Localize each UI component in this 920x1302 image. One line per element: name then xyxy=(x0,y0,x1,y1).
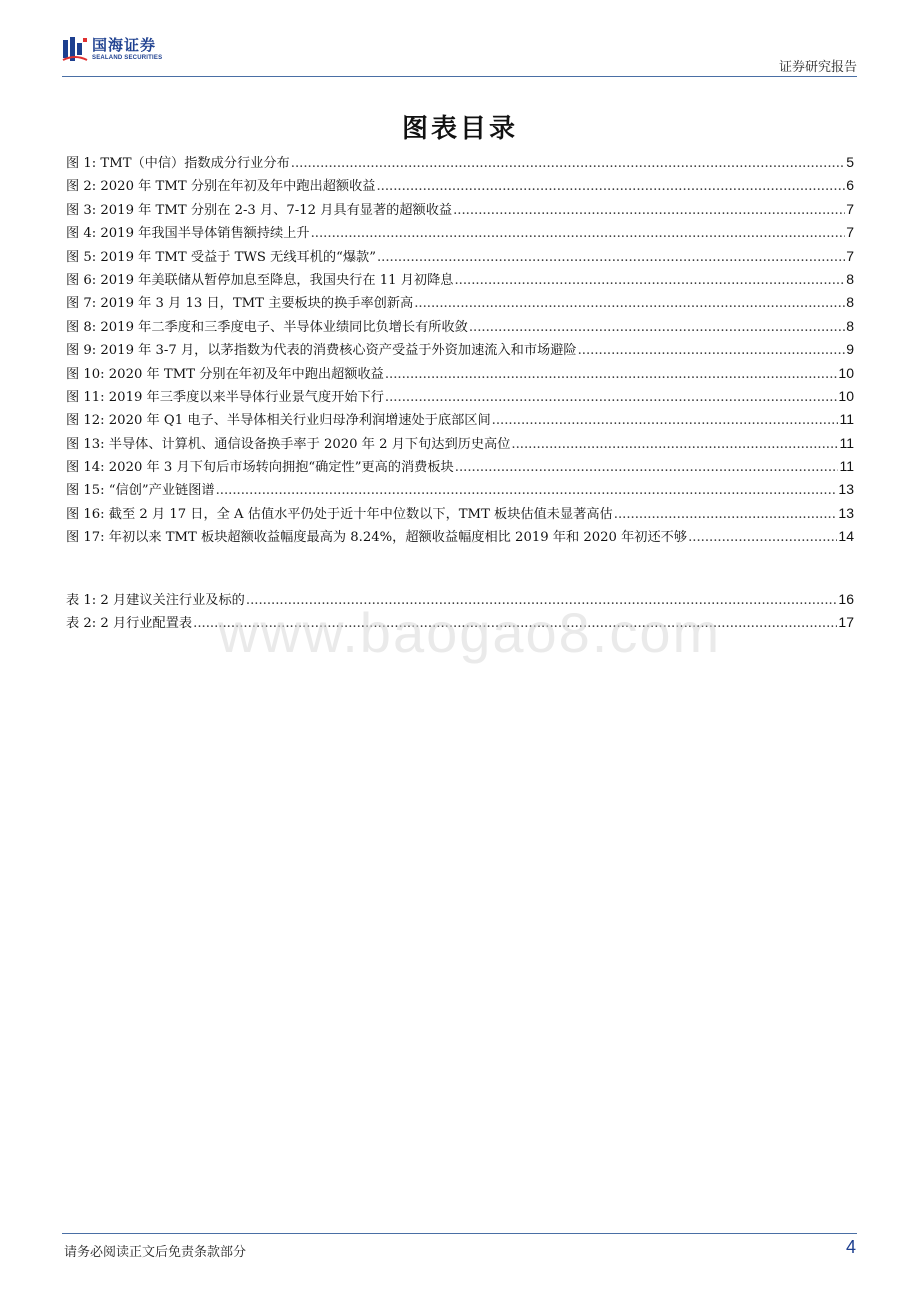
toc-entry-label: 图 15: “信创”产业链图谱 xyxy=(66,483,215,499)
toc-entry-label: 图 13: 半导体、计算机、通信设备换手率于 2020 年 2 月下旬达到历史高位 xyxy=(66,436,511,452)
toc-entry[interactable] xyxy=(66,433,854,456)
toc-entry[interactable] xyxy=(66,526,854,549)
toc-entry-page: 17 xyxy=(838,614,854,631)
toc-entry[interactable] xyxy=(66,222,854,245)
page-header xyxy=(62,36,857,76)
toc-entry-label: 图 17: 年初以来 TMT 板块超额收益幅度最高为 8.24%，超额收益幅度相比 2019 年和 2020 年初还不够 xyxy=(66,530,688,546)
leader-dots xyxy=(216,483,838,498)
toc-entry-label: 表 2: 2 月行业配置表 xyxy=(66,616,193,632)
header-divider xyxy=(62,76,857,77)
company-logo xyxy=(62,36,162,62)
leader-dots xyxy=(453,203,845,218)
toc-entry[interactable] xyxy=(66,456,854,479)
toc-entry-label: 图 4: 2019 年我国半导体销售额持续上升 xyxy=(66,226,310,242)
toc-entry-label: 图 5: 2019 年 TMT 受益于 TWS 无线耳机的“爆款” xyxy=(66,249,376,265)
toc-entry-label: 图 2: 2020 年 TMT 分别在年初及年中跑出超额收益 xyxy=(66,179,376,195)
leader-dots xyxy=(454,273,845,288)
toc-entry-page: 7 xyxy=(846,200,854,217)
toc-entry-label: 图 6: 2019 年美联储从暂停加息至降息，我国央行在 11 月初降息 xyxy=(66,272,454,288)
toc-entry[interactable] xyxy=(66,339,854,362)
toc-entry-page: 14 xyxy=(838,528,854,545)
leader-dots xyxy=(469,320,845,335)
logo-chinese-name: 国海证券 xyxy=(92,35,157,54)
toc-entry-page: 7 xyxy=(846,224,854,241)
leader-dots xyxy=(492,413,839,428)
toc-entry-page: 8 xyxy=(846,294,854,311)
toc-entry-page: 11 xyxy=(839,434,854,451)
toc-entry-page: 10 xyxy=(838,364,854,381)
toc-entry-label: 表 1: 2 月建议关注行业及标的 xyxy=(66,593,245,608)
toc-entry-page: 8 xyxy=(846,270,854,287)
toc-entry-page: 11 xyxy=(839,411,854,428)
toc-entry[interactable] xyxy=(66,316,854,339)
figure-list xyxy=(66,152,854,550)
toc-entry-page: 6 xyxy=(846,177,854,194)
toc-entry-page: 7 xyxy=(846,247,854,264)
leader-dots xyxy=(614,507,838,522)
toc-entry-label: 图 11: 2019 年三季度以来半导体行业景气度开始下行 xyxy=(66,389,384,405)
toc-entry[interactable] xyxy=(66,409,854,432)
leader-dots xyxy=(377,250,845,265)
toc-entry-page: 11 xyxy=(839,458,854,475)
toc-entry-label: 图 8: 2019 年二季度和三季度电子、半导体业绩同比负增长有所收敛 xyxy=(66,319,468,335)
toc-entry-page: 10 xyxy=(838,387,854,404)
sealand-logo-icon xyxy=(62,36,88,62)
leader-dots xyxy=(578,343,846,358)
toc-entry-label: 图 16: 截至 2 月 17 日，全 A 估值水平仍处于近十年中位数以下，TMT 板块估值未显著高估 xyxy=(66,506,613,522)
page-title: 图表目录 xyxy=(401,114,518,144)
leader-dots xyxy=(376,179,845,194)
footer-divider xyxy=(62,1233,857,1234)
toc-entry[interactable] xyxy=(66,363,854,386)
toc-entry-label: 图 10: 2020 年 TMT 分别在年初及年中跑出超额收益 xyxy=(66,366,384,382)
report-type-label: 证券研究报告 xyxy=(778,60,857,75)
toc-entry-label: 图 12: 2020 年 Q1 电子、半导体相关行业归母净利润增速处于底部区间 xyxy=(66,413,491,429)
leader-dots xyxy=(511,437,838,452)
leader-dots xyxy=(311,226,846,241)
toc-entry-page: 13 xyxy=(838,504,854,521)
leader-dots xyxy=(291,156,845,171)
watermark: www.baogao8.com xyxy=(218,601,722,664)
toc-entry[interactable] xyxy=(66,152,854,175)
leader-dots xyxy=(455,460,839,475)
toc-entry[interactable] xyxy=(66,479,854,502)
toc-entry-page: 5 xyxy=(846,154,854,170)
logo-english-name: SEALAND SECURITIES xyxy=(92,54,163,61)
toc-entry-page: 13 xyxy=(838,481,854,498)
toc-entry-label: 图 3: 2019 年 TMT 分别在 2-3 月、7-12 月具有显著的超额收益 xyxy=(66,202,453,218)
leader-dots xyxy=(414,296,845,311)
toc-entry-page: 16 xyxy=(838,591,854,607)
page-number: 4 xyxy=(845,1237,856,1257)
toc-entry[interactable] xyxy=(66,199,854,222)
toc-entry-label: 图 7: 2019 年 3 月 13 日，TMT 主要板块的换手率创新高 xyxy=(66,296,414,312)
leader-dots xyxy=(688,530,837,545)
toc-entry[interactable] xyxy=(66,386,854,409)
disclaimer-note: 请务必阅读正文后免责条款部分 xyxy=(64,1245,247,1260)
toc-entry-label: 图 9: 2019 年 3-7 月，以茅指数为代表的消费核心资产受益于外资加速流入和市场避险 xyxy=(66,343,577,359)
leader-dots xyxy=(385,390,838,405)
toc-entry[interactable] xyxy=(66,503,854,526)
toc-entry-label: 图 14: 2020 年 3 月下旬后市场转向拥抱“确定性”更高的消费板块 xyxy=(66,460,454,476)
toc-entry-page: 8 xyxy=(846,317,854,334)
toc-entry-page: 9 xyxy=(846,341,854,358)
toc-entry[interactable] xyxy=(66,175,854,198)
toc-entry-label: 图 1: TMT（中信）指数成分行业分布 xyxy=(66,156,290,171)
toc-entry[interactable] xyxy=(66,269,854,292)
toc-entry[interactable] xyxy=(66,292,854,315)
toc-entry[interactable] xyxy=(66,246,854,269)
leader-dots xyxy=(385,367,838,382)
